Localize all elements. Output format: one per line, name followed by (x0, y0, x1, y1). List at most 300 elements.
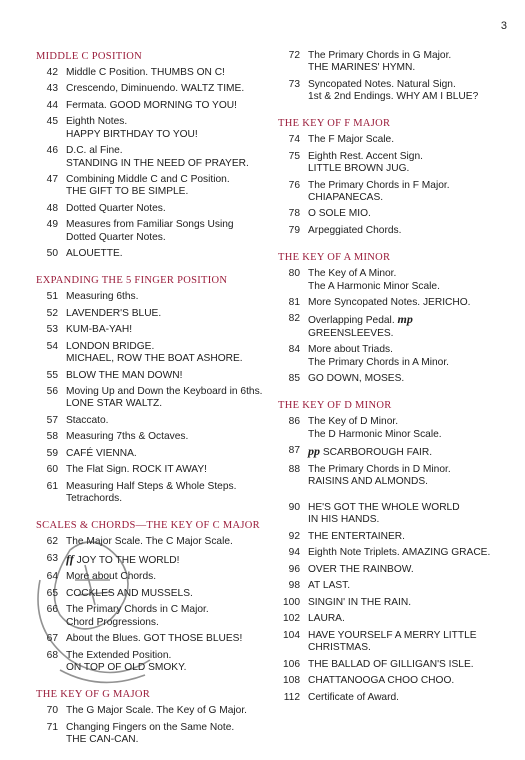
page-ref-number: 65 (46, 587, 58, 599)
toc-entry (278, 445, 506, 459)
entry-line-text: RAISINS AND ALMONDS. (308, 475, 429, 487)
toc-section (36, 519, 264, 674)
entry-line (66, 353, 264, 365)
entry-line-text: GREENSLEEVES. (308, 327, 394, 339)
entry-line (308, 416, 506, 428)
entry-line-text: COCKLES AND MUSSELS. (66, 587, 193, 599)
entry-title (308, 659, 506, 671)
entry-line (308, 344, 506, 356)
toc-entry (36, 431, 264, 443)
toc-entry (278, 373, 506, 385)
entry-line-text: GO DOWN, MOSES. (308, 373, 405, 385)
page-ref-number: 55 (46, 369, 58, 381)
entry-line-text: Combining Middle C and C Position. (66, 174, 230, 186)
entry-line-text: THE MARINES' HYMN. (308, 62, 416, 74)
entry-line-text: The Key of A Minor. (308, 268, 397, 280)
entry-line (308, 630, 506, 642)
toc-section (278, 251, 506, 385)
entry-line-text: ALOUETTE. (66, 248, 123, 260)
entry-line (308, 134, 506, 146)
toc-entry (278, 597, 506, 609)
toc-entry (278, 151, 506, 176)
toc-entry (278, 297, 506, 309)
toc-entry (278, 547, 506, 559)
entry-line (66, 308, 264, 320)
entry-line-text: Measuring 6ths. (66, 291, 139, 303)
entry-line (66, 553, 264, 567)
page-ref-number: 88 (288, 463, 300, 475)
entry-line (66, 448, 264, 460)
entry-line-text: THE BALLAD OF GILLIGAN'S ISLE. (308, 658, 474, 670)
entry-line-text: Dotted Quarter Notes. (66, 202, 166, 214)
toc-entry (36, 448, 264, 460)
entry-line (66, 431, 264, 443)
page-ref-number: 54 (46, 340, 58, 352)
entry-line (308, 50, 506, 62)
entry-title (66, 248, 264, 260)
entry-line-text: Arpeggiated Chords. (308, 224, 402, 236)
entry-title (66, 308, 264, 320)
entry-title (308, 630, 506, 655)
page-ref-number: 49 (46, 219, 58, 231)
entry-title (66, 100, 264, 112)
entry-line-text: The Key of D Minor. (308, 416, 399, 428)
page-ref-number: 63 (46, 552, 58, 564)
entry-line (66, 493, 264, 505)
entry-line-text: Certificate of Award. (308, 691, 399, 703)
toc-entry (36, 415, 264, 427)
entry-line-text: Moving Up and Down the Keyboard in 6ths. (66, 386, 263, 398)
page-ref-number: 98 (288, 580, 300, 592)
page-ref-number: 57 (46, 414, 58, 426)
entry-line-text: The Primary Chords in D Minor. (308, 463, 451, 475)
page-ref-number: 102 (283, 613, 300, 625)
entry-line (308, 357, 506, 369)
page-ref-number: 43 (46, 83, 58, 95)
page-ref-number: 104 (283, 629, 300, 641)
entry-title (308, 50, 506, 75)
page-ref-number: 78 (288, 208, 300, 220)
entry-line (66, 370, 264, 382)
toc-entry (36, 553, 264, 567)
page-ref-number: 87 (288, 445, 300, 457)
page-ref-number: 96 (288, 563, 300, 575)
toc-entry (36, 145, 264, 170)
entry-line-text: Measures from Familiar Songs Using (66, 219, 234, 231)
page-ref-number: 71 (46, 721, 58, 733)
page-ref-number: 50 (46, 248, 58, 260)
entry-line-text: The F Major Scale. (308, 134, 395, 146)
entry-line (308, 208, 506, 220)
entry-line (66, 219, 264, 231)
entry-line-text: The Primary Chords in F Major. (308, 179, 450, 191)
entry-line (66, 650, 264, 662)
page-ref-number: 67 (46, 633, 58, 645)
page-ref-number: 61 (46, 480, 58, 492)
toc-entry (36, 633, 264, 645)
entry-line (308, 642, 506, 654)
entry-line-text: LITTLE BROWN JUG. (308, 163, 410, 175)
entry-line (66, 291, 264, 303)
page-number: 3 (500, 20, 507, 32)
toc-entry (278, 531, 506, 543)
entry-line-text: Syncopated Notes. Natural Sign. (308, 78, 456, 90)
toc-entry (36, 481, 264, 506)
entry-line (308, 328, 506, 340)
toc-section (278, 399, 506, 488)
entry-title (308, 531, 506, 543)
toc-entry (278, 675, 506, 687)
entry-title (66, 67, 264, 79)
page-ref-number: 46 (46, 145, 58, 157)
entry-line (308, 564, 506, 576)
entry-line (308, 514, 506, 526)
entry-line-text: Eighth Note Triplets. AMAZING GRACE. (308, 547, 491, 559)
toc-entry (278, 79, 506, 104)
entry-title (308, 416, 506, 441)
entry-line (66, 536, 264, 548)
section-heading: EXPANDING THE 5 FINGER POSITION (36, 275, 228, 287)
entry-line-text: O SOLE MIO. (308, 208, 371, 220)
entry-line-text: The Major Scale. The C Major Scale. (66, 536, 233, 548)
entry-line-text: Changing Fingers on the Same Note. (66, 721, 235, 733)
entry-line (308, 373, 506, 385)
page-ref-number: 59 (46, 447, 58, 459)
page-ref-number: 64 (46, 571, 58, 583)
entry-line-text: The A Harmonic Minor Scale. (308, 280, 440, 292)
entry-title (66, 705, 264, 717)
entry-title (308, 502, 506, 527)
toc-right-column (278, 50, 506, 718)
page-ref-number: 60 (46, 464, 58, 476)
toc-entry (278, 50, 506, 75)
toc-entry (278, 416, 506, 441)
entry-line-text: SINGIN' IN THE RAIN. (308, 596, 412, 608)
page-ref-number: 66 (46, 604, 58, 616)
entry-line (66, 116, 264, 128)
entry-line-text: THE ENTERTAINER. (308, 530, 405, 542)
entry-line (66, 571, 264, 583)
entry-line-text: More Syncopated Notes. JERICHO. (308, 296, 471, 308)
toc-entry (36, 324, 264, 336)
toc-entry (36, 571, 264, 583)
entry-title (66, 536, 264, 548)
section-heading: THE KEY OF G MAJOR (36, 689, 151, 701)
entry-line-text: AT LAST. (308, 580, 351, 592)
entry-line-text: STANDING IN THE NEED OF PRAYER. (66, 157, 249, 169)
toc-entry (36, 83, 264, 95)
entry-title (66, 481, 264, 506)
entry-title (308, 692, 506, 704)
entry-line-text: Staccato. (66, 414, 109, 426)
toc-entry (36, 291, 264, 303)
page-ref-number: 94 (288, 547, 300, 559)
dynamic-mark: mp (397, 312, 413, 327)
entry-title (308, 268, 506, 293)
entry-title (66, 324, 264, 336)
entry-line-text: Overlapping Pedal. (308, 315, 398, 327)
entry-line (308, 445, 506, 459)
entry-line-text: CHIAPANECAS. (308, 191, 384, 203)
entry-line-text: About the Blues. GOT THOSE BLUES! (66, 633, 243, 645)
toc-entry (36, 174, 264, 199)
entry-line (308, 580, 506, 592)
entry-title (308, 445, 506, 459)
entry-title (308, 297, 506, 309)
entry-title (308, 151, 506, 176)
toc-section (278, 117, 506, 237)
entry-title (66, 219, 264, 244)
entry-title (66, 604, 264, 629)
entry-title (308, 79, 506, 104)
entry-line (308, 192, 506, 204)
entry-title (308, 373, 506, 385)
toc-entry (36, 248, 264, 260)
toc-entry (36, 536, 264, 548)
section-heading: MIDDLE C POSITION (36, 51, 143, 62)
page-ref-number: 72 (288, 50, 300, 61)
section-heading: THE KEY OF A MINOR (278, 252, 391, 264)
entry-title (66, 116, 264, 141)
toc-entry (36, 203, 264, 215)
entry-line (66, 158, 264, 170)
toc-entry (36, 116, 264, 141)
entry-title (308, 313, 506, 340)
entry-line (66, 386, 264, 398)
entry-line (66, 203, 264, 215)
entry-line-text: CHRISTMAS. (308, 642, 371, 654)
entry-line (66, 67, 264, 79)
entry-line (66, 481, 264, 493)
toc-entry (278, 564, 506, 576)
entry-line-text: JOY TO THE WORLD! (73, 554, 180, 566)
entry-line-text: OVER THE RAINBOW. (308, 563, 414, 575)
dynamic-mark: ff (66, 551, 74, 566)
entry-line (66, 341, 264, 353)
entry-title (308, 134, 506, 146)
page-ref-number: 92 (288, 530, 300, 542)
entry-title (66, 588, 264, 600)
entry-line (66, 604, 264, 616)
entry-line-text: Chord Progressions. (66, 616, 159, 628)
page-ref-number: 84 (288, 344, 300, 356)
entry-line (308, 502, 506, 514)
toc-entry (36, 100, 264, 112)
entry-line-text: LONDON BRIDGE. (66, 340, 155, 352)
entry-line (308, 597, 506, 609)
entry-line (66, 232, 264, 244)
entry-title (66, 291, 264, 303)
entry-line-text: The Primary Chords in G Major. (308, 50, 452, 61)
entry-line-text: The Extended Position. (66, 649, 172, 661)
toc-entry (278, 692, 506, 704)
entry-line-text: Measuring Half Steps & Whole Steps. (66, 480, 237, 492)
page-ref-number: 44 (46, 99, 58, 111)
toc-section (278, 50, 506, 103)
toc-entry (278, 344, 506, 369)
entry-line (66, 722, 264, 734)
entry-line-text: The Flat Sign. ROCK IT AWAY! (66, 464, 207, 476)
page-ref-number: 90 (288, 502, 300, 514)
entry-line-text: BLOW THE MAN DOWN! (66, 369, 183, 381)
entry-title (308, 225, 506, 237)
entry-line-text: 1st & 2nd Endings. WHY AM I BLUE? (308, 91, 479, 103)
entry-line-text: THE GIFT TO BE SIMPLE. (66, 186, 189, 198)
page-ref-number: 70 (46, 705, 58, 717)
page-ref-number: 85 (288, 373, 300, 385)
page-ref-number: 56 (46, 386, 58, 398)
entry-title (66, 448, 264, 460)
entry-line-text: LAURA. (308, 613, 345, 625)
entry-line-text: IN HIS HANDS. (308, 514, 380, 526)
entry-line (66, 248, 264, 260)
entry-title (66, 571, 264, 583)
entry-title (66, 203, 264, 215)
entry-title (308, 564, 506, 576)
toc-entry (278, 134, 506, 146)
toc-section (36, 688, 264, 746)
entry-title (308, 180, 506, 205)
toc-entry (36, 219, 264, 244)
entry-line (66, 705, 264, 717)
entry-line (66, 464, 264, 476)
entry-line (66, 100, 264, 112)
entry-line (308, 180, 506, 192)
entry-title (66, 341, 264, 366)
entry-title (308, 547, 506, 559)
entry-line (308, 313, 506, 327)
entry-line (66, 398, 264, 410)
entry-line (66, 617, 264, 629)
toc-entry (36, 464, 264, 476)
toc-entry (278, 502, 506, 527)
toc-entry (36, 67, 264, 79)
toc-entry (278, 208, 506, 220)
entry-line (308, 692, 506, 704)
page-ref-number: 45 (46, 116, 58, 128)
entry-title (308, 344, 506, 369)
toc-section (36, 50, 264, 260)
entry-line-text: SCARBOROUGH FAIR. (320, 447, 433, 459)
entry-line-text: Crescendo, Diminuendo. WALTZ TIME. (66, 83, 245, 95)
entry-line (66, 174, 264, 186)
entry-line-text: KUM-BA-YAH! (66, 324, 133, 336)
toc-entry (278, 225, 506, 237)
page-ref-number: 62 (46, 536, 58, 548)
entry-line-text: More about Triads. (308, 344, 393, 356)
page-ref-number: 75 (288, 150, 300, 162)
entry-line (66, 415, 264, 427)
toc-entry (36, 604, 264, 629)
page-ref-number: 86 (288, 416, 300, 428)
entry-line (66, 588, 264, 600)
entry-line-text: Dotted Quarter Notes. (66, 231, 166, 243)
entry-title (308, 597, 506, 609)
dynamic-mark: pp (308, 444, 320, 459)
page-ref-number: 76 (288, 179, 300, 191)
page-ref-number: 80 (288, 268, 300, 280)
entry-title (308, 580, 506, 592)
page-ref-number: 51 (46, 291, 58, 303)
entry-title (66, 722, 264, 747)
entry-line (66, 324, 264, 336)
entry-line-text: The G Major Scale. The Key of G Major. (66, 705, 247, 717)
entry-line-text: CAFÉ VIENNA. (66, 447, 137, 459)
toc-entry (36, 341, 264, 366)
toc-entry (278, 630, 506, 655)
entry-line (308, 62, 506, 74)
entry-line-text: HE'S GOT THE WHOLE WORLD (308, 502, 460, 514)
entry-line (308, 464, 506, 476)
entry-line-text: MICHAEL, ROW THE BOAT ASHORE. (66, 353, 243, 365)
toc-entry (278, 580, 506, 592)
entry-line (308, 547, 506, 559)
entry-line-text: The D Harmonic Minor Scale. (308, 428, 442, 440)
toc-entry (36, 650, 264, 675)
entry-line-text: LAVENDER'S BLUE. (66, 307, 162, 319)
entry-title (66, 650, 264, 675)
entry-title (66, 431, 264, 443)
section-heading: THE KEY OF D MINOR (278, 400, 392, 412)
entry-line-text: ON TOP OF OLD SMOKY. (66, 661, 187, 673)
entry-line (308, 476, 506, 488)
entry-title (66, 415, 264, 427)
section-heading: THE KEY OF F MAJOR (278, 118, 391, 130)
toc-left-column (36, 50, 264, 760)
toc-entry (278, 613, 506, 625)
toc-entry (278, 659, 506, 671)
entry-line (308, 429, 506, 441)
entry-title (308, 208, 506, 220)
page-ref-number: 81 (288, 296, 300, 308)
entry-title (66, 174, 264, 199)
page-ref-number: 82 (288, 313, 300, 325)
entry-line (66, 633, 264, 645)
entry-line-text: HAPPY BIRTHDAY TO YOU! (66, 128, 198, 140)
page-ref-number: 106 (283, 658, 300, 670)
page-ref-number: 48 (46, 202, 58, 214)
entry-line-text: D.C. al Fine. (66, 145, 123, 157)
entry-line-text: Middle C Position. THUMBS ON C! (66, 67, 225, 78)
toc-entry (278, 268, 506, 293)
entry-line-text: More about Chords. (66, 571, 157, 583)
section-heading: SCALES & CHORDS—THE KEY OF C MAJOR (36, 520, 260, 532)
page-ref-number: 100 (283, 596, 300, 608)
toc-entry (278, 313, 506, 340)
page-ref-number: 79 (288, 224, 300, 236)
entry-line-text: Eighth Rest. Accent Sign. (308, 150, 423, 162)
entry-line (66, 83, 264, 95)
entry-title (308, 613, 506, 625)
entry-title (66, 386, 264, 411)
entry-line-text: LONE STAR WALTZ. (66, 398, 163, 410)
entry-line (308, 281, 506, 293)
entry-line (66, 186, 264, 198)
toc-entry (36, 722, 264, 747)
entry-line (66, 145, 264, 157)
entry-line (308, 225, 506, 237)
entry-title (66, 83, 264, 95)
entry-line (308, 659, 506, 671)
page-ref-number: 58 (46, 431, 58, 443)
entry-line (308, 163, 506, 175)
entry-line (66, 662, 264, 674)
toc-entry (278, 180, 506, 205)
page-ref-number: 73 (288, 78, 300, 90)
page-ref-number: 74 (288, 134, 300, 146)
page-ref-number: 112 (283, 691, 300, 703)
page-ref-number: 47 (46, 174, 58, 186)
